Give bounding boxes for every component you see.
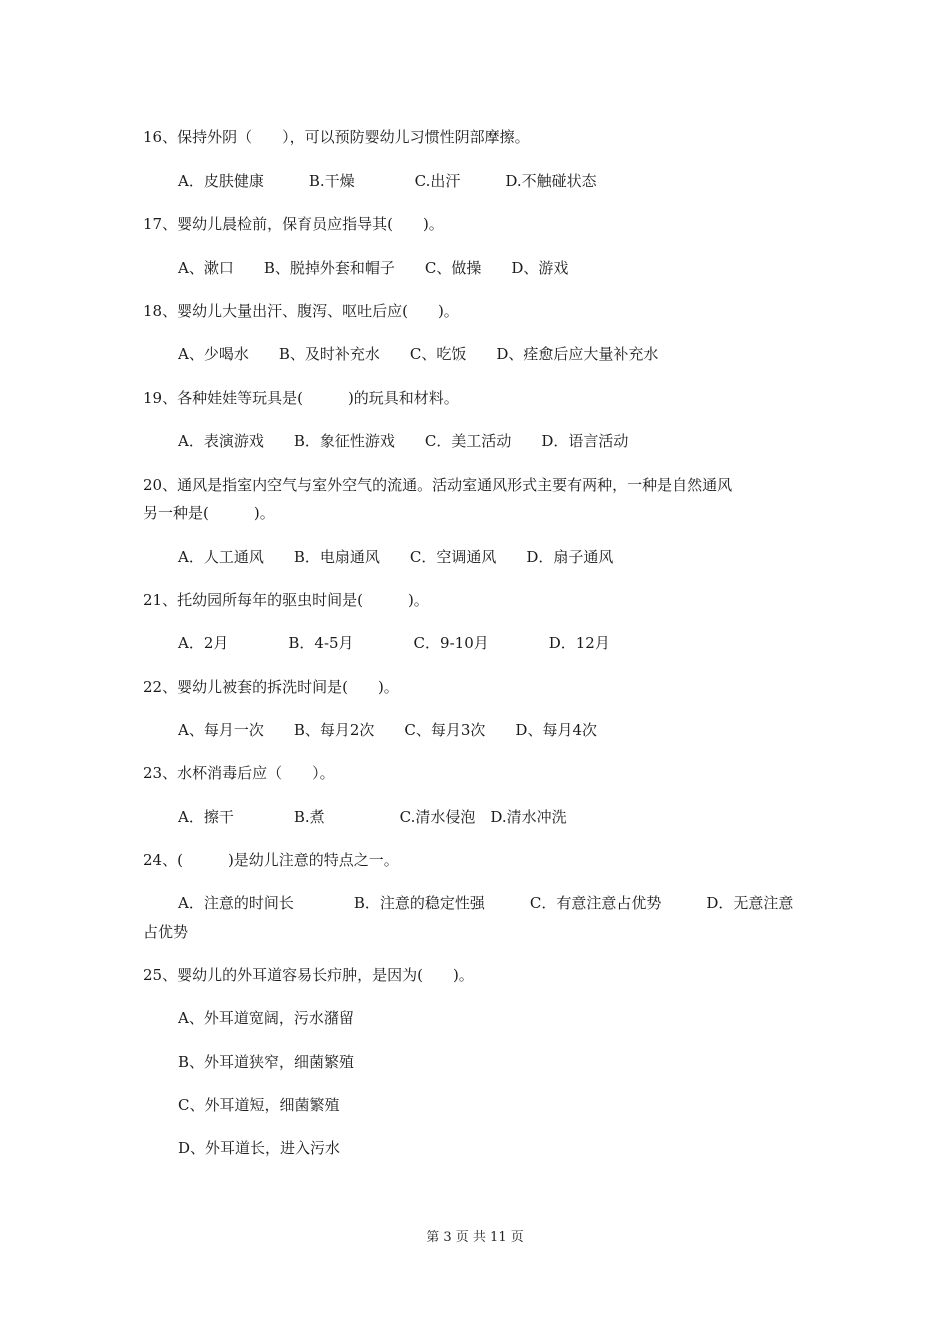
option-25-d: D、外耳道长，进入污水 bbox=[178, 1139, 341, 1157]
options-20: A．人工通风 B．电扇通风 C．空调通风 D．扇子通风 bbox=[178, 548, 614, 566]
options-24-cont: 占优势 bbox=[143, 923, 189, 941]
options-24: A．注意的时间长 B．注意的稳定性强 C．有意注意占优势 D．无意注意 bbox=[178, 894, 794, 912]
question-19: 19、各种娃娃等玩具是( )的玩具和材料。 bbox=[143, 389, 459, 407]
question-20-cont: 另一种是( )。 bbox=[143, 504, 275, 522]
option-25-a: A、外耳道宽阔，污水潴留 bbox=[178, 1009, 354, 1027]
options-17: A、漱口 B、脱掉外套和帽子 C、做操 D、游戏 bbox=[178, 259, 569, 277]
question-23: 23、水杯消毒后应（ ）。 bbox=[143, 764, 335, 782]
question-24: 24、( )是幼儿注意的特点之一。 bbox=[143, 851, 399, 869]
options-21: A．2月 B．4-5月 C．9-10月 D．12月 bbox=[178, 634, 610, 652]
options-18: A、少喝水 B、及时补充水 C、吃饭 D、痊愈后应大量补充水 bbox=[178, 345, 659, 363]
option-25-c: C、外耳道短，细菌繁殖 bbox=[178, 1096, 340, 1114]
option-25-b: B、外耳道狭窄，细菌繁殖 bbox=[178, 1053, 355, 1071]
question-18: 18、婴幼儿大量出汗、腹泻、呕吐后应( )。 bbox=[143, 302, 459, 320]
question-25: 25、婴幼儿的外耳道容易长疖肿，是因为( )。 bbox=[143, 966, 474, 984]
question-17: 17、婴幼儿晨检前，保育员应指导其( )。 bbox=[143, 215, 444, 233]
options-23: A．擦干 B.煮 C.清水侵泡 D.清水冲洗 bbox=[178, 808, 567, 826]
question-16: 16、保持外阴（ ），可以预防婴幼儿习惯性阴部摩擦。 bbox=[143, 128, 530, 146]
question-20: 20、通风是指室内空气与室外空气的流通。活动室通风形式主要有两种，一种是自然通风 bbox=[143, 476, 733, 494]
page-footer: 第 3 页 共 11 页 bbox=[426, 1230, 524, 1245]
options-16: A．皮肤健康 B.干燥 C.出汗 D.不触碰状态 bbox=[178, 172, 597, 190]
options-19: A．表演游戏 B．象征性游戏 C．美工活动 D．语言活动 bbox=[178, 432, 629, 450]
question-22: 22、婴幼儿被套的拆洗时间是( )。 bbox=[143, 678, 399, 696]
options-22: A、每月一次 B、每月2次 C、每月3次 D、每月4次 bbox=[178, 721, 597, 739]
question-21: 21、托幼园所每年的驱虫时间是( )。 bbox=[143, 591, 429, 609]
